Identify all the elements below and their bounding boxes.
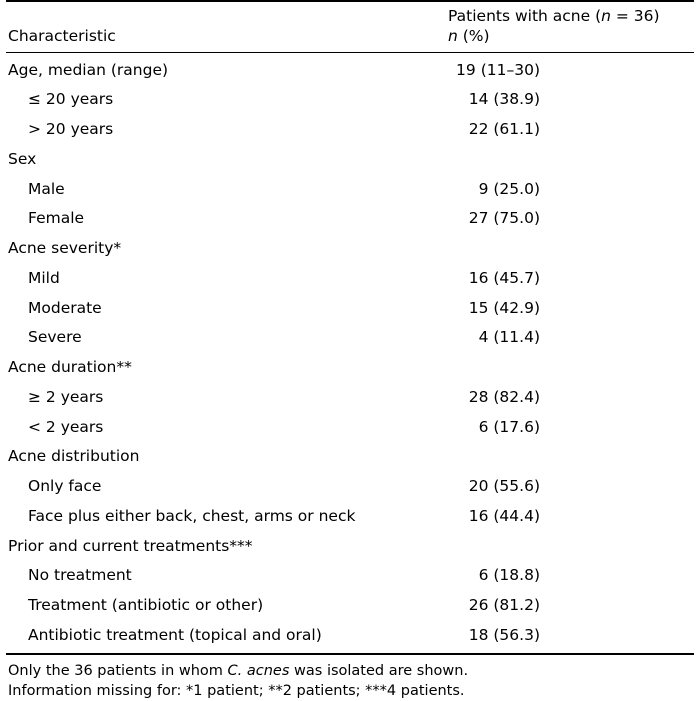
row-value-text: 28 (82.4) — [468, 387, 540, 406]
row-label: Acne severity* — [8, 239, 122, 258]
row-value — [446, 561, 694, 591]
row-value — [446, 531, 694, 561]
row-label: Male — [28, 179, 65, 198]
row-value — [446, 353, 694, 383]
row-value-text: 14 (38.9) — [468, 90, 540, 109]
table-row — [6, 234, 694, 264]
table-row — [6, 323, 694, 353]
footnote-missing-data: Information missing for: *1 patient; **2 patients; ***4 patients. — [8, 682, 465, 699]
row-value — [446, 383, 694, 413]
row-value — [446, 502, 694, 532]
table-row — [6, 472, 694, 502]
row-label: No treatment — [28, 566, 132, 585]
row-label: Severe — [28, 328, 82, 347]
row-value — [446, 234, 694, 264]
table-header — [6, 1, 694, 52]
table-row — [6, 204, 694, 234]
row-label: Face plus either back, chest, arms or neck — [28, 506, 356, 525]
row-value — [446, 85, 694, 115]
row-label: ≤ 20 years — [28, 90, 114, 109]
row-label: Antibiotic treatment (topical and oral) — [28, 625, 322, 644]
row-value-text: 15 (42.9) — [468, 298, 540, 317]
row-value-text: 22 (61.1) — [468, 120, 540, 139]
row-value-text: 6 (17.6) — [478, 417, 540, 436]
column-header-patients-line2: n (%) — [448, 26, 490, 45]
row-label: < 2 years — [28, 417, 104, 436]
row-label: Moderate — [28, 298, 102, 317]
row-value — [446, 591, 694, 621]
column-header-characteristic-label: Characteristic — [8, 26, 116, 45]
row-label: Only face — [28, 477, 102, 496]
table-body — [6, 52, 694, 654]
row-value-text: 20 (55.6) — [468, 477, 540, 496]
row-value-text: 9 (25.0) — [478, 179, 540, 198]
row-value-text: 27 (75.0) — [468, 209, 540, 228]
row-label: Female — [28, 209, 85, 228]
column-header-patients-line1: Patients with acne (n = 36) — [448, 7, 660, 25]
row-value — [446, 293, 694, 323]
row-value-text: 16 (45.7) — [468, 268, 540, 287]
table-row — [6, 145, 694, 175]
column-header-patients — [446, 1, 694, 52]
row-label: > 20 years — [28, 120, 114, 139]
table-row — [6, 85, 694, 115]
footnote-isolation: Only the 36 patients in whom C. acnes was isolated are shown. — [8, 663, 469, 680]
table-row — [6, 442, 694, 472]
row-value-text: 6 (18.8) — [478, 566, 540, 585]
table-row — [6, 561, 694, 591]
row-value-text: 19 (11–30) — [456, 60, 540, 79]
row-value — [446, 323, 694, 353]
table-row — [6, 383, 694, 413]
row-value — [446, 52, 694, 85]
table-row — [6, 264, 694, 294]
patient-characteristics-table — [6, 0, 694, 655]
table-row — [6, 174, 694, 204]
row-value-text: 18 (56.3) — [468, 625, 540, 644]
table-row — [6, 621, 694, 655]
row-label: Prior and current treatments*** — [8, 536, 253, 555]
row-label: ≥ 2 years — [28, 387, 104, 406]
column-header-characteristic — [6, 1, 446, 52]
row-label: Treatment (antibiotic or other) — [28, 596, 264, 615]
row-value — [446, 174, 694, 204]
table-row — [6, 293, 694, 323]
row-value — [446, 264, 694, 294]
row-value — [446, 145, 694, 175]
row-value — [446, 204, 694, 234]
row-label: Acne duration** — [8, 358, 132, 377]
table-header-row — [6, 1, 694, 52]
table-row — [6, 531, 694, 561]
row-label: Sex — [8, 149, 37, 168]
row-label: Acne distribution — [8, 447, 140, 466]
row-value — [446, 621, 694, 655]
row-value — [446, 115, 694, 145]
row-value-text: 26 (81.2) — [468, 596, 540, 615]
table-row — [6, 353, 694, 383]
row-label: Mild — [28, 268, 60, 287]
table-row — [6, 412, 694, 442]
row-value-text: 4 (11.4) — [478, 328, 540, 347]
table-row — [6, 115, 694, 145]
table-row — [6, 502, 694, 532]
row-value-text: 16 (44.4) — [468, 506, 540, 525]
table-row — [6, 52, 694, 85]
row-value — [446, 412, 694, 442]
row-value — [446, 472, 694, 502]
row-value — [446, 442, 694, 472]
table-footnotes — [0, 655, 700, 701]
row-label: Age, median (range) — [8, 60, 169, 79]
table-row — [6, 591, 694, 621]
